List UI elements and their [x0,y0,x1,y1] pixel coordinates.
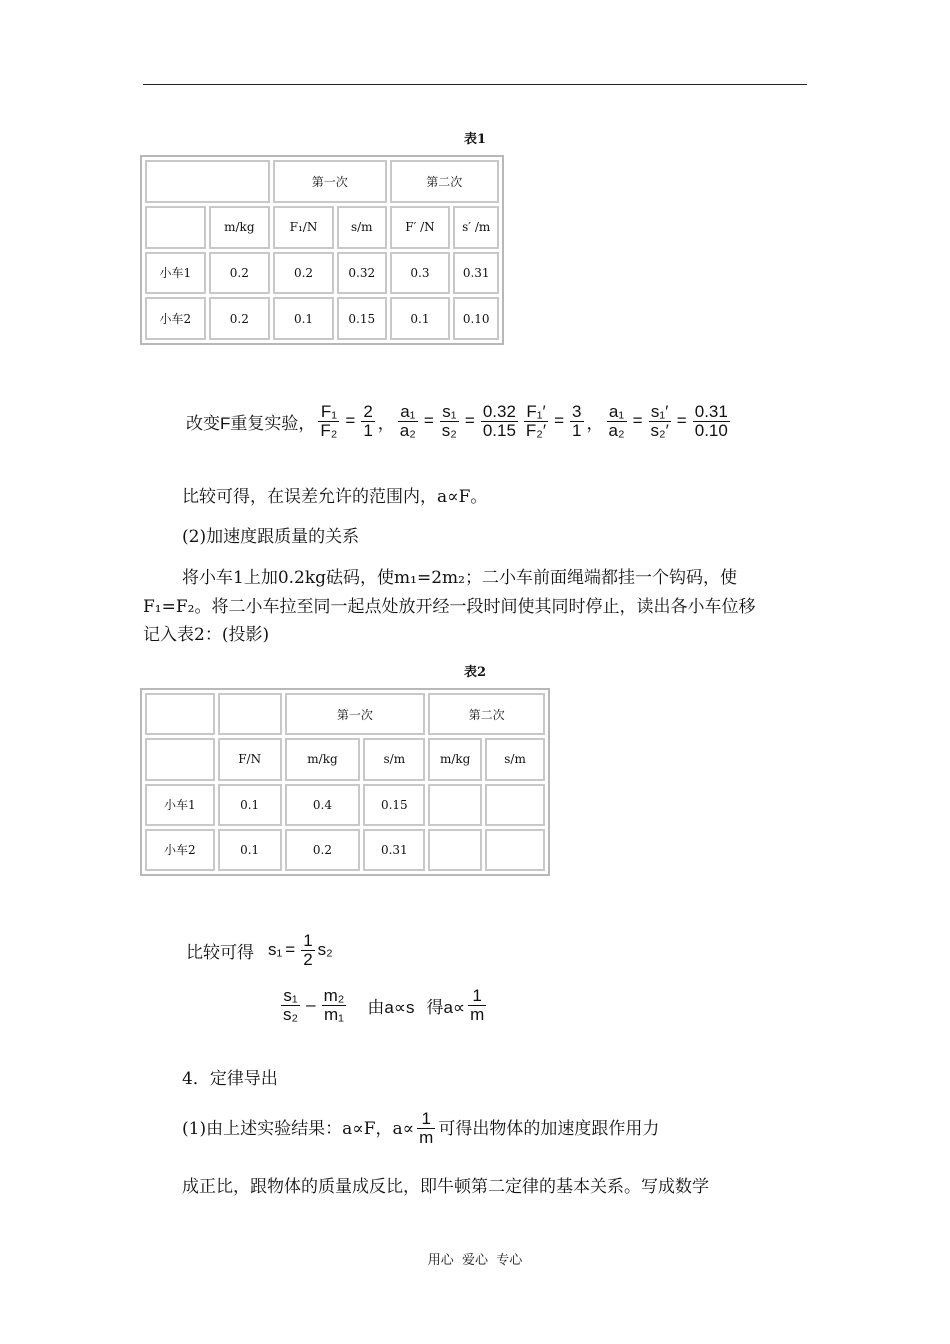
table-cell [428,784,482,826]
table-row [145,252,499,295]
table-cell: 0.3 [390,252,451,295]
table-cell [145,160,270,203]
denominator: m [419,1128,434,1147]
numerator: 1 [472,985,482,1005]
paragraph-line: 将小车1上加0.2kg砝码，使m₁=2m₂；二小车前面绳端都挂一个钩码，使 [182,568,737,588]
equals-sign: = [554,411,565,430]
table-row [145,738,545,780]
formula-lead: 比较可得 [186,942,254,962]
table2 [140,688,550,876]
table-row [145,297,499,340]
table-cell: 0.2 [209,252,270,295]
table-header-cell: s′ /m [453,206,499,249]
table-cell: 0.2 [209,297,270,340]
fraction [322,987,347,1024]
header-rule [143,84,807,85]
formula-lead: 改变F重复实验， [186,413,316,433]
table-header-cell: F′ /N [390,206,451,249]
numerator: F₁′ [526,401,546,421]
section-heading: (2)加速度跟质量的关系 [182,527,360,547]
numerator: a₁ [608,401,625,421]
table-cell: 0.31 [363,829,425,871]
table-cell [428,829,482,871]
fraction [398,403,418,440]
table1 [140,155,504,345]
table-header-cell: 第一次 [273,160,387,203]
denominator: 1 [572,420,582,440]
denominator: s₂′ [650,420,669,440]
paragraph-line: 成正比，跟物体的质量成反比，即牛顿第二定律的基本关系。写成数学 [182,1177,709,1197]
relation-sign: – [306,995,316,1014]
table1-caption: 表1 [463,132,487,147]
numerator: F₁ [320,401,337,421]
denominator: 0.10 [694,420,728,440]
table-cell [218,693,282,735]
table-cell: 0.4 [285,784,361,826]
table-cell: 0.31 [453,252,499,295]
paragraph-line: F₁=F₂。将二小车拉至同一起点处放开经一段时间使其同时停止，读出各小车位移 [143,597,756,617]
table-cell: 0.1 [218,784,282,826]
table-row [145,784,545,826]
denominator: a₂ [608,420,625,440]
table-cell [485,784,545,826]
table-cell: 0.1 [390,297,451,340]
formula-displacement [186,928,333,972]
row-label: 小车2 [145,829,215,871]
fraction [361,403,374,440]
row-label: 小车1 [145,784,215,826]
table-cell: 0.15 [363,784,425,826]
table-header-cell: m/kg [209,206,270,249]
paragraph-text: (1)由上述实验结果：a∝F，a∝ [182,1118,415,1139]
denominator: F₂′ [525,420,547,440]
equals-sign: = [464,411,475,430]
table-header-cell: 第一次 [285,693,426,735]
conclusion-text: 比较可得，在误差允许的范围内，a∝F。 [182,487,488,507]
comma: ， [586,413,604,433]
formula-text: 由a∝s [367,997,415,1017]
numerator: s₁ [283,985,298,1005]
table-header-cell: m/kg [428,738,482,780]
table-cell: 0.2 [285,829,361,871]
table-row [145,829,545,871]
denominator: m₁ [324,1004,344,1024]
denominator: s₂ [441,420,457,440]
table-cell: 0.10 [453,297,499,340]
numerator: 3 [572,401,582,421]
formula-mass-ratio [278,980,489,1030]
fraction [570,403,583,440]
equals-sign: = [676,411,687,430]
paragraph-text: 可得出物体的加速度跟作用力 [438,1118,660,1139]
comma: ， [377,413,395,433]
page-footer: 用心 爱心 专心 [427,1253,523,1268]
table-header-cell: s/m [363,738,425,780]
fraction [481,403,518,440]
table-header-cell: 第二次 [390,160,499,203]
table-cell: 0.2 [273,252,334,295]
table-cell: 0.1 [218,829,282,871]
equals-sign: = [423,411,434,430]
denominator: a₂ [399,420,416,440]
denominator: m [470,1004,485,1024]
table-row [145,206,499,249]
table-cell [145,206,206,249]
fraction [468,987,486,1024]
equals-sign: = [632,411,643,430]
fraction [607,403,627,440]
formula-term: s₂ [317,940,333,959]
numerator: 2 [363,401,373,421]
numerator: 0.31 [694,401,728,421]
table-header-cell: F₁/N [273,206,334,249]
numerator: s₁ [442,401,457,421]
table-cell [145,738,215,780]
table-cell: 0.1 [273,297,334,340]
table-cell: 0.15 [337,297,386,340]
table-row [145,693,545,735]
fraction [524,403,548,440]
numerator: a₁ [400,401,416,421]
formula-force-ratio [186,396,733,446]
section-heading: 4．定律导出 [182,1069,278,1089]
table-header-cell: s/m [485,738,545,780]
numerator: m₂ [323,985,345,1005]
table-cell [145,693,215,735]
table2-caption: 表2 [463,665,487,680]
denominator: F₂ [320,420,338,440]
numerator: 1 [303,930,313,950]
fraction [693,403,730,440]
fraction [417,1110,435,1147]
table-header-cell: 第二次 [428,693,545,735]
denominator: s₂ [283,1004,299,1024]
numerator: 1 [421,1109,431,1128]
formula-text: 得a∝ [426,997,466,1017]
table-header-cell: s/m [337,206,386,249]
numerator: 0.32 [482,401,516,421]
denominator: 1 [363,420,373,440]
fraction [301,932,314,969]
table-cell [485,829,545,871]
equals-sign: = [285,940,296,959]
paragraph-line [182,1110,659,1147]
equals-sign: = [345,411,356,430]
fraction [440,403,459,440]
fraction [281,987,300,1024]
table-cell: 0.32 [337,252,386,295]
table-header-cell: F/N [218,738,282,780]
row-label: 小车1 [145,252,206,295]
denominator: 2 [303,949,313,969]
table-row [145,160,499,203]
fraction [318,403,339,440]
row-label: 小车2 [145,297,206,340]
denominator: 0.15 [482,420,516,440]
numerator: s₁′ [650,401,669,421]
formula-term: s₁ [268,940,283,959]
table-header-cell: m/kg [285,738,361,780]
fraction [649,403,671,440]
paragraph-line: 记入表2：(投影) [143,625,270,645]
